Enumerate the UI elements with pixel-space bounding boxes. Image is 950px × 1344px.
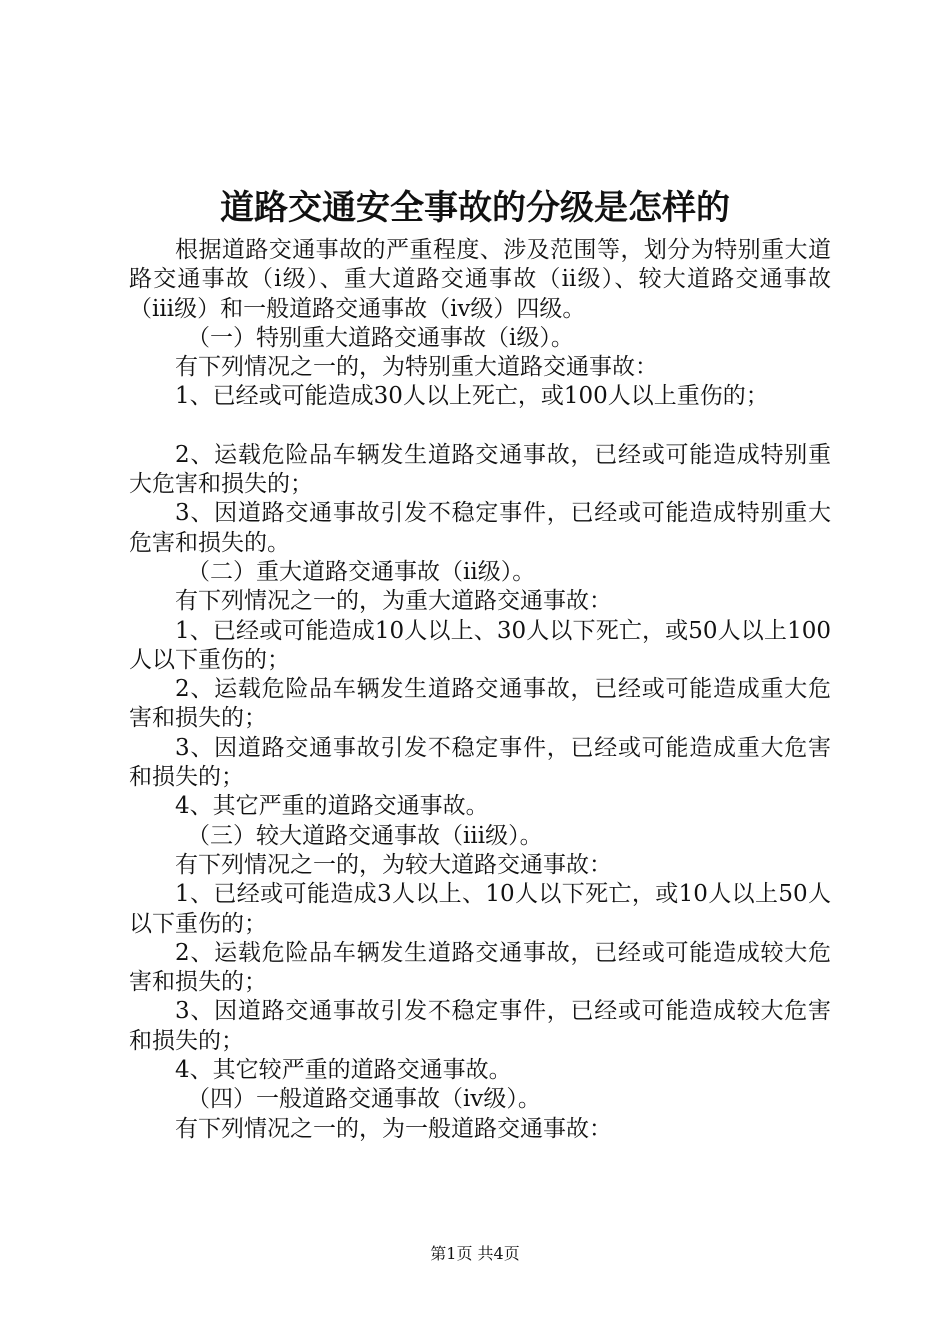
section-heading-level-3: （三）较大道路交通事故（ⅲ级）。: [187, 822, 543, 849]
list-item: 3、因道路交通事故引发不稳定事件，已经或可能造成重大危害和损失的；: [129, 734, 831, 791]
list-item: 1、已经或可能造成10人以上、30人以下死亡，或50人以上100人以下重伤的；: [129, 617, 831, 673]
section-heading-level-2: （二）重大道路交通事故（ⅱ级）。: [187, 558, 536, 585]
section-lead-level-1: 有下列情况之一的，为特别重大道路交通事故：: [175, 354, 658, 381]
document-body: [129, 236, 831, 1144]
document-title: 道路交通安全事故的分级是怎样的: [220, 188, 730, 228]
blank-line: [129, 412, 831, 441]
list-item: 1、已经或可能造成3人以上、10人以下死亡，或10人以上50人以下重伤的；: [129, 881, 831, 937]
section-heading-level-1: （一）特别重大道路交通事故（ⅰ级）。: [187, 324, 574, 351]
section-heading-level-4: （四）一般道路交通事故（ⅳ级）。: [187, 1086, 541, 1113]
list-item: 2、运载危险品车辆发生道路交通事故，已经或可能造成特别重大危害和损失的；: [129, 441, 831, 498]
list-item: 2、运载危险品车辆发生道路交通事故，已经或可能造成重大危害和损失的；: [129, 676, 831, 732]
list-item: 2、运载危险品车辆发生道路交通事故，已经或可能造成较大危害和损失的；: [129, 939, 831, 996]
page-number-footer: 第1页 共4页: [430, 1244, 520, 1263]
section-lead-level-3: 有下列情况之一的，为较大道路交通事故：: [175, 851, 612, 878]
section-lead-level-4: 有下列情况之一的，为一般道路交通事故：: [175, 1115, 612, 1142]
list-item: 3、因道路交通事故引发不稳定事件，已经或可能造成特别重大危害和损失的。: [129, 500, 831, 556]
section-lead-level-2: 有下列情况之一的，为重大道路交通事故：: [175, 588, 612, 615]
list-item: 1、已经或可能造成30人以上死亡，或100人以上重伤的；: [175, 383, 769, 410]
list-item: 3、因道路交通事故引发不稳定事件，已经或可能造成较大危害和损失的；: [129, 998, 831, 1054]
list-item: 4、其它严重的道路交通事故。: [175, 793, 489, 820]
intro-paragraph: 根据道路交通事故的严重程度、涉及范围等，划分为特别重大道路交通事故（ⅰ级）、重大道路交通事故（ⅱ级）、较大道路交通事故（ⅲ级）和一般道路交通事故（ⅳ级）四级。: [129, 237, 831, 322]
list-item: 4、其它较严重的道路交通事故。: [175, 1057, 512, 1084]
